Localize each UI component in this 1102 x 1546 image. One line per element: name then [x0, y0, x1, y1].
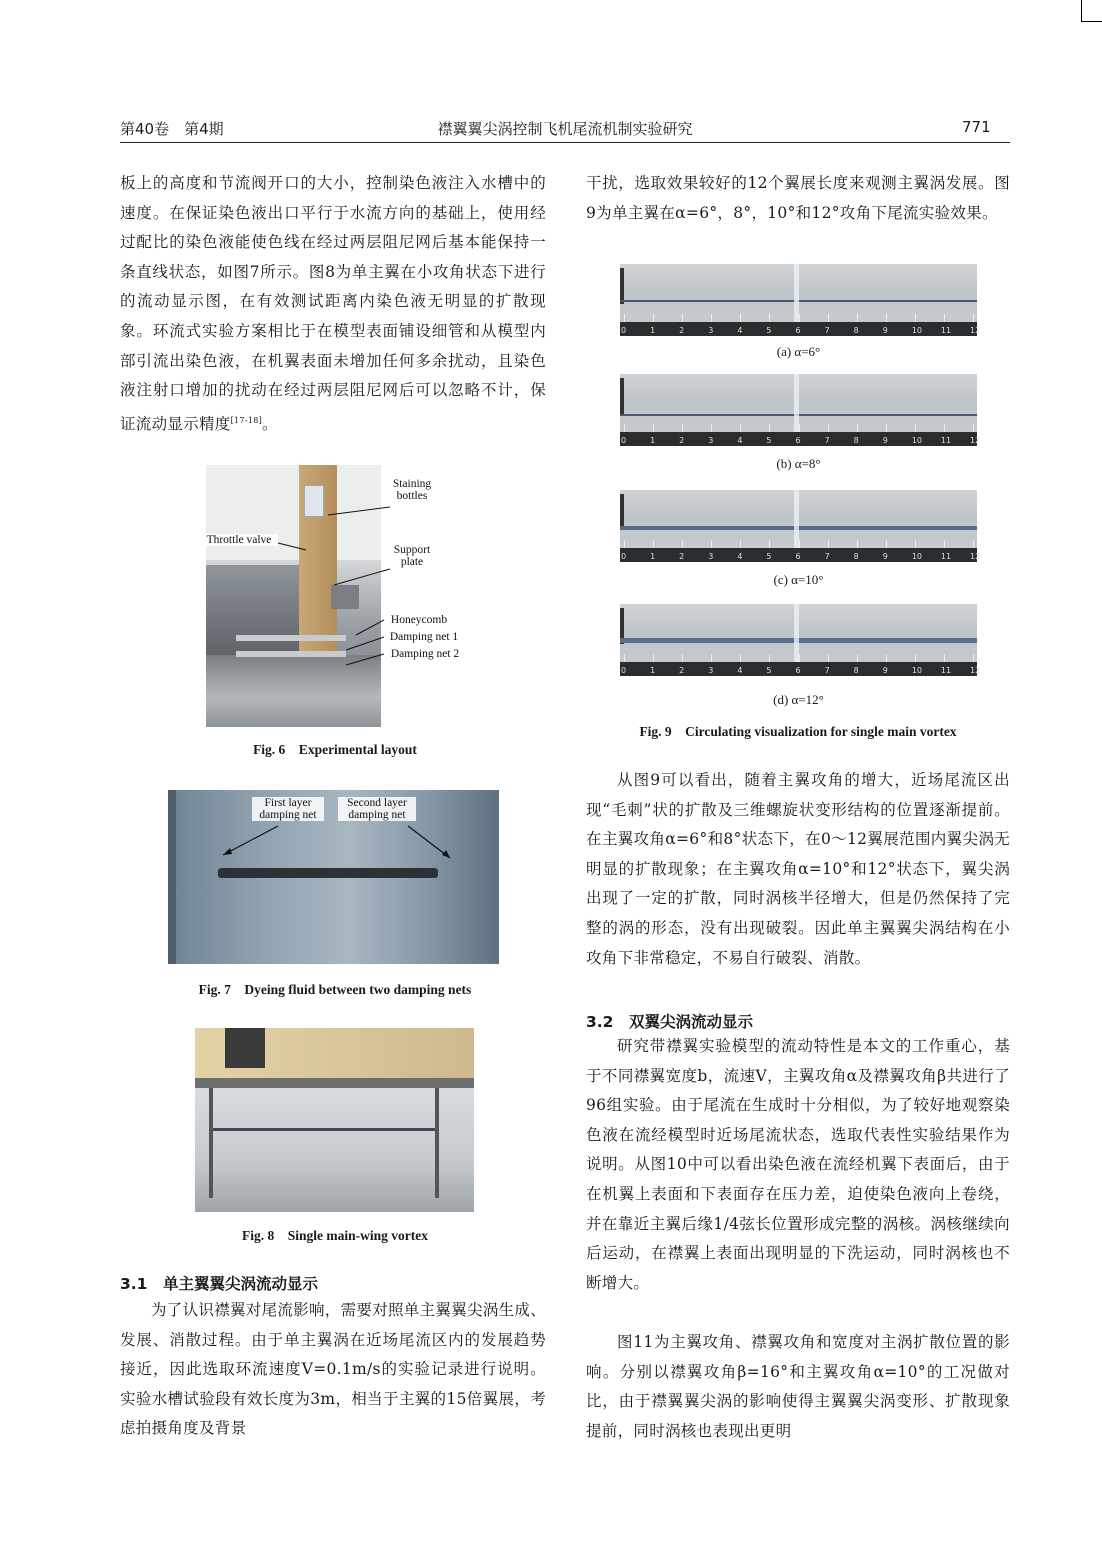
crop-mark: [1081, 21, 1102, 22]
ruler-number: 12: [970, 436, 981, 445]
arrow-head: [223, 848, 232, 855]
ruler-tick: [886, 540, 887, 548]
ruler-tick: [769, 654, 770, 662]
ruler-tick: [915, 424, 916, 432]
tank-post: [209, 1088, 213, 1198]
ruler-tick: [857, 424, 858, 432]
ruler-tick: [915, 540, 916, 548]
ruler-tick: [886, 424, 887, 432]
ruler-number: 4: [737, 552, 743, 561]
ruler-tick: [740, 314, 741, 322]
ruler-tick: [624, 654, 625, 662]
ruler-number: 3: [708, 552, 714, 561]
ruler-tick: [682, 424, 683, 432]
left-paragraph-2: 为了认识襟翼对尾流影响，需要对照单主翼翼尖涡生成、发展、消散过程。由于单主翼涡在近场尾流区内的发展趋势接近，因此选取环流速度V=0.1m/s的实验记录进行说明。实验水槽试验段有效长度为3m，相当于主翼的15倍翼展，考虑拍摄角度及背景: [120, 1301, 547, 1438]
ruler-tick: [740, 654, 741, 662]
arrow-line: [223, 826, 278, 855]
label-honeycomb: Honeycomb: [390, 614, 448, 626]
leader-line: [334, 569, 390, 585]
ruler-number: 9: [882, 552, 888, 561]
page-number: 771: [962, 118, 991, 136]
figure-9-caption: Fig. 9 Circulating visualization for single main vortex: [639, 724, 957, 739]
arrow-head: [442, 850, 450, 858]
ruler-number: 2: [679, 326, 685, 335]
ruler-tick: [828, 540, 829, 548]
ruler-number: 11: [940, 326, 952, 335]
ruler-tick: [886, 314, 887, 322]
strip-edge: [620, 268, 624, 304]
ruler-number: 11: [940, 666, 952, 675]
ruler-number: 0: [621, 326, 627, 335]
figure-6-caption: Fig. 6 Experimental layout: [253, 742, 417, 757]
figure-9b-strip: [620, 374, 981, 446]
ruler-tick: [944, 654, 945, 662]
ruler-tick: [973, 540, 974, 548]
ruler-number: 7: [824, 552, 830, 561]
ruler-number: 10: [911, 552, 923, 561]
ruler-number: 5: [766, 666, 772, 675]
figure-7-caption: Fig. 7 Dyeing fluid between two damping nets: [198, 982, 472, 997]
ruler-number: 9: [882, 326, 888, 335]
label-second-layer-net: Second layer damping net: [338, 797, 416, 821]
ruler-tick: [799, 540, 800, 548]
ruler-tick: [915, 314, 916, 322]
figure-9c-label: (c) α=10°: [773, 572, 824, 587]
paragraph-text: 板上的高度和节流阀开口的大小，控制染色液注入水槽中的速度。在保证染色液出口平行于水流方向的基础上，使用经过配比的染色液能使色线在经过两层阻尼网后基本能保持一条直线状态，如图7所示。图8为单主翼在小攻角状态下进行的流动显示图，在有效测试距离内染色液无明显的扩散现象。环流式实验方案相比于在模型表面铺设细管和从模型内部引流出染色液，在机翼表面未增加任何多余扰动，且染色液注射口增加的扰动在经过两层阻尼网后可以忽略不计，保证流动显示精度: [120, 174, 546, 433]
ruler-tick: [624, 314, 625, 322]
figure-9d-strip: [620, 604, 981, 676]
tank-rail: [195, 1078, 474, 1088]
ruler-number: 6: [795, 326, 801, 335]
ruler-tick: [973, 424, 974, 432]
figure-9d-label: (d) α=12°: [773, 692, 824, 707]
ruler-number: 12: [970, 666, 981, 675]
right-paragraph-1: 干扰，选取效果较好的12个翼展长度来观测主翼涡发展。图9为单主翼在α=6°，8°，10°和12°攻角下尾流实验效果。: [586, 174, 1010, 222]
ruler-number: 0: [621, 436, 627, 445]
ruler-number: 10: [911, 666, 923, 675]
citation-ref: [17-18]: [230, 415, 263, 425]
ruler-tick: [944, 314, 945, 322]
ruler-number: 5: [766, 326, 772, 335]
figure-9a-label: (a) α=6°: [776, 344, 821, 359]
ruler-number: 10: [911, 326, 923, 335]
header-rule: [120, 142, 1010, 143]
ruler-number: 1: [650, 552, 656, 561]
ruler-tick: [857, 540, 858, 548]
ruler-number: 7: [824, 666, 830, 675]
label-throttle-valve: Throttle valve: [200, 534, 278, 546]
ruler-tick: [828, 654, 829, 662]
section-3-2-heading: 3.2 双翼尖涡流动显示: [586, 1013, 753, 1031]
label-staining-bottles: Staining bottles: [392, 478, 432, 502]
ruler-tick: [682, 540, 683, 548]
ruler-number: 8: [853, 436, 859, 445]
figure-7-arrows: [168, 790, 499, 964]
ruler-number: 1: [650, 436, 656, 445]
ruler-tick: [682, 654, 683, 662]
figure-9a-strip: [620, 264, 981, 336]
tank-water: [195, 1088, 474, 1212]
ruler-tick: [624, 424, 625, 432]
ruler-tick: [915, 654, 916, 662]
right-paragraph-2: 从图9可以看出，随着主翼攻角的增大，近场尾流区出现“毛刺”状的扩散及三维螺旋状变形结构的位置逐渐提前。在主翼攻角α=6°和8°状态下，在0～12翼展范围内翼尖涡无明显的扩散现象；在主翼攻角α=10°和12°状态下，翼尖涡出现了一定的扩散，同时涡核半径增大，但是仍然保持了完整的涡的形态，没有出现破裂。因此单主翼翼尖涡结构在小攻角下非常稳定，不易自行破裂、消散。: [586, 771, 1010, 967]
ruler-tick: [799, 424, 800, 432]
strip-edge: [620, 378, 624, 414]
ruler-number: 5: [766, 552, 772, 561]
ruler-number: 8: [853, 552, 859, 561]
ruler-number: 4: [737, 666, 743, 675]
right-paragraph-3: 研究带襟翼实验模型的流动特性是本文的工作重心，基于不同襟翼宽度b，流速V，主翼攻角α及襟翼攻角β共进行了96组实验。由于尾流在生成时十分相似，为了较好地观察染色液在流经模型时近场尾流状态，选取代表性实验结果作为说明。从图10中可以看出染色液在流经机翼下表面后，由于在机翼上表面和下表面存在压力差，迫使染色液向上卷绕，并在靠近主翼后缘1/4弦长位置形成完整的涡核。涡核继续向后运动，在襟翼上表面出现明显的下洗运动，同时涡核也不断增大。: [586, 1037, 1010, 1292]
ruler-number: 9: [882, 436, 888, 445]
ruler-number: 6: [795, 552, 801, 561]
right-paragraph-4: 图11为主翼攻角、襟翼攻角和宽度对主涡扩散位置的影响。分别以襟翼攻角β=16°和主翼攻角α=10°的工况做对比，由于襟翼翼尖涡的影响使得主翼翼尖涡变形、扩散现象提前，同时涡核也表现出更明: [586, 1333, 1010, 1440]
leader-line: [346, 654, 384, 665]
leader-line: [356, 620, 384, 635]
ruler-number: 11: [940, 436, 952, 445]
leader-line: [328, 507, 390, 515]
ruler-number: 2: [679, 436, 685, 445]
figure-9c-strip: [620, 490, 981, 562]
left-paragraph-1: [120, 169, 546, 440]
ruler-tick: [769, 540, 770, 548]
ruler-tick: [857, 314, 858, 322]
ruler-number: 0: [621, 552, 627, 561]
ruler-tick: [711, 540, 712, 548]
ruler-number: 3: [708, 436, 714, 445]
ruler-number: 0: [621, 666, 627, 675]
ruler-number: 4: [737, 436, 743, 445]
vortex-line: [213, 1128, 435, 1131]
strip-edge: [620, 494, 624, 530]
ruler-number: 8: [853, 326, 859, 335]
ruler-tick: [769, 314, 770, 322]
crop-mark: [1081, 0, 1082, 22]
ruler-number: 2: [679, 666, 685, 675]
ruler-tick: [769, 424, 770, 432]
ruler-tick: [944, 540, 945, 548]
ruler-tick: [653, 540, 654, 548]
ruler-number: 6: [795, 666, 801, 675]
ruler-number: 5: [766, 436, 772, 445]
ruler-number: 9: [882, 666, 888, 675]
ruler-number: 12: [970, 326, 981, 335]
label-damping-net-2: Damping net 2: [390, 648, 460, 660]
ruler-tick: [711, 314, 712, 322]
ruler-number: 3: [708, 326, 714, 335]
figure-8-photo: [195, 1028, 474, 1212]
figure-8-caption: Fig. 8 Single main-wing vortex: [242, 1228, 428, 1243]
ruler-tick: [828, 314, 829, 322]
leader-line: [278, 543, 306, 550]
paragraph-end: 。: [262, 414, 278, 433]
ruler-tick: [711, 424, 712, 432]
running-title: 襟翼翼尖涡控制飞机尾流机制实验研究: [437, 120, 693, 138]
leader-line: [346, 637, 384, 650]
ruler-tick: [828, 424, 829, 432]
ruler-tick: [624, 540, 625, 548]
ruler-tick: [799, 314, 800, 322]
section-3-1-heading: 3.1 单主翼翼尖涡流动显示: [120, 1275, 318, 1293]
tank-post: [435, 1088, 439, 1198]
ruler-number: 6: [795, 436, 801, 445]
ruler-tick: [799, 654, 800, 662]
ruler-number: 7: [824, 436, 830, 445]
ruler-number: 12: [970, 552, 981, 561]
label-damping-net-1: Damping net 1: [389, 631, 459, 643]
ruler-tick: [653, 424, 654, 432]
ruler-number: 11: [940, 552, 952, 561]
ruler-number: 4: [737, 326, 743, 335]
ruler-tick: [653, 314, 654, 322]
ruler-tick: [973, 654, 974, 662]
label-support-plate: Support plate: [393, 544, 431, 568]
ruler-tick: [886, 654, 887, 662]
journal-volume-issue: 第40卷 第4期: [120, 120, 224, 138]
ruler-tick: [653, 654, 654, 662]
figure-6-leader-lines: [206, 465, 476, 727]
label-first-layer-net: First layer damping net: [252, 797, 324, 821]
ruler-tick: [711, 654, 712, 662]
ruler-tick: [857, 654, 858, 662]
equipment: [225, 1028, 265, 1068]
ruler-tick: [740, 540, 741, 548]
ruler-tick: [682, 314, 683, 322]
figure-9b-label: (b) α=8°: [776, 456, 821, 471]
ruler-tick: [944, 424, 945, 432]
ruler-number: 8: [853, 666, 859, 675]
ruler-number: 3: [708, 666, 714, 675]
ruler-number: 10: [911, 436, 923, 445]
ruler-number: 1: [650, 326, 656, 335]
ruler-number: 2: [679, 552, 685, 561]
ruler-tick: [973, 314, 974, 322]
ruler-number: 7: [824, 326, 830, 335]
ruler-tick: [740, 424, 741, 432]
ruler-number: 1: [650, 666, 656, 675]
